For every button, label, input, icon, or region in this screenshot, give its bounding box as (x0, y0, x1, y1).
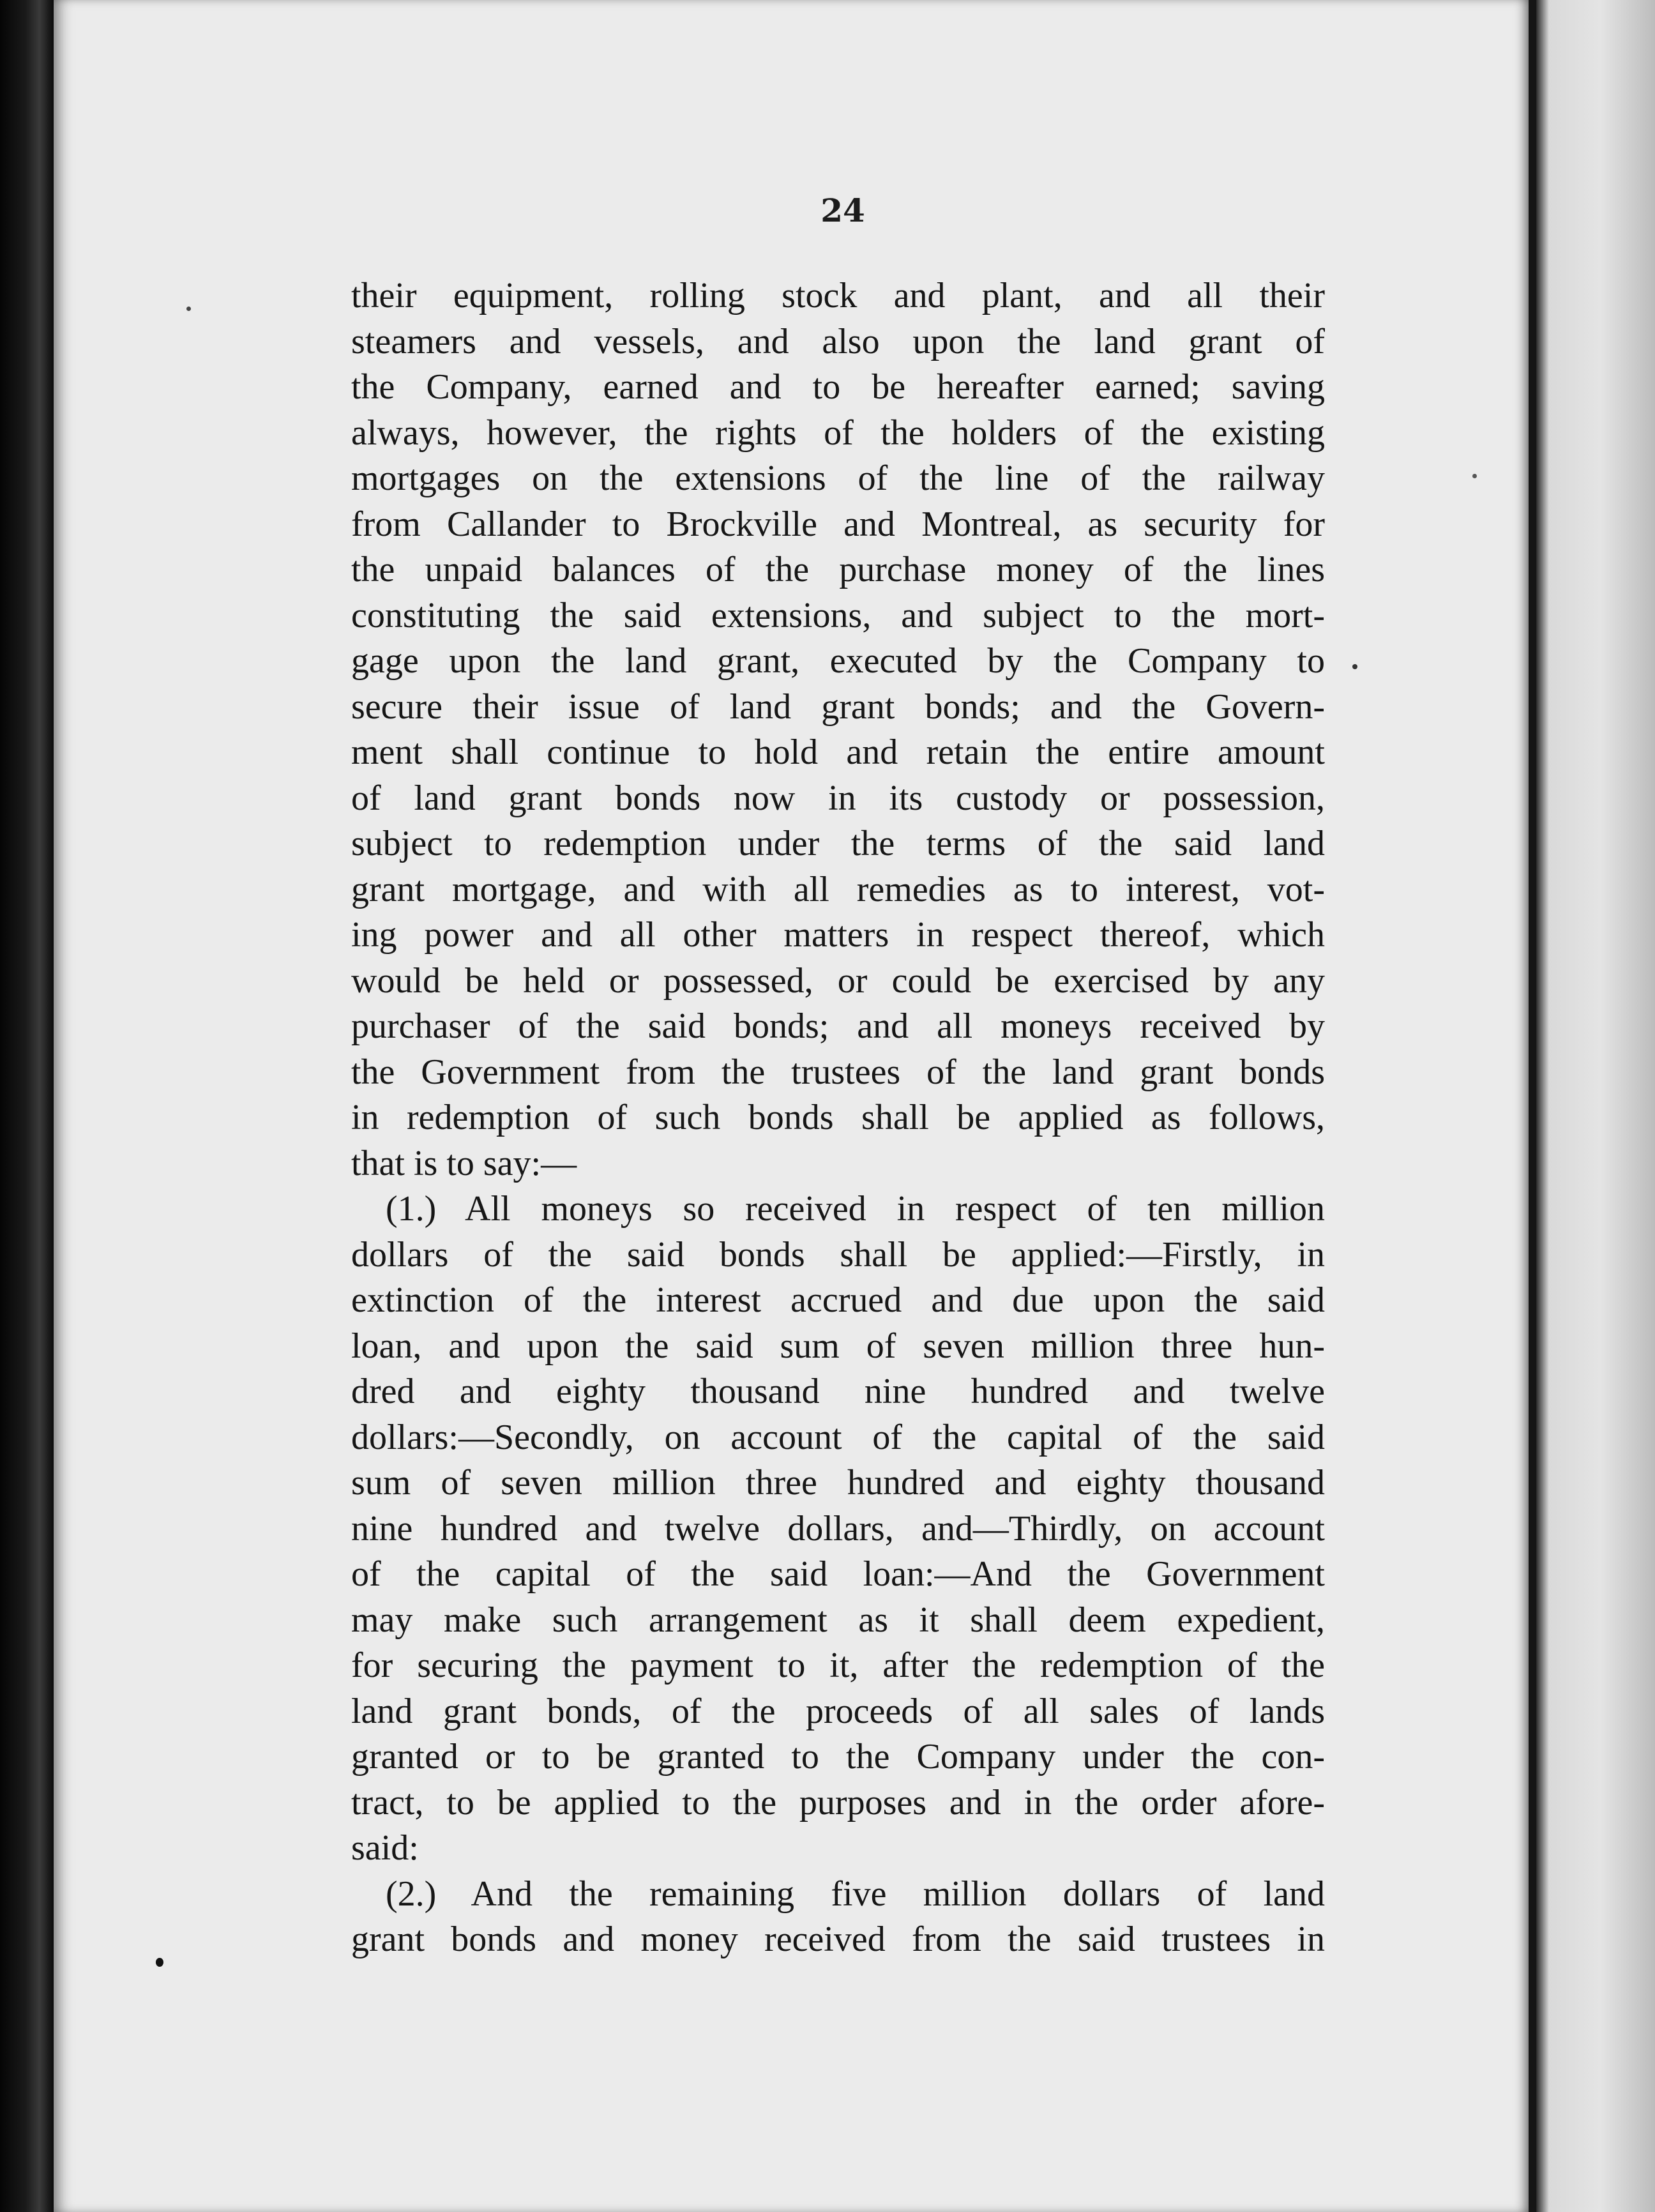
ink-speck (156, 1958, 163, 1967)
text-line: that is to say:— (351, 1143, 577, 1183)
text-line: steamers and vessels, and also upon the land grant of (351, 321, 1325, 361)
facing-page-edge (1536, 0, 1655, 2212)
text-line: subject to redemption under the terms of the said land (351, 824, 1325, 863)
left-scan-edge (0, 0, 54, 2212)
text-line: of the capital of the said loan:—And the Government (351, 1554, 1325, 1594)
text-line: the Government from the trustees of the land grant bonds (351, 1052, 1325, 1092)
text-line: in redemption of such bonds shall be applied as follows, (351, 1098, 1325, 1137)
text-line: would be held or possessed, or could be exercised by any (351, 960, 1325, 1001)
ink-speck (1472, 474, 1477, 478)
text-line: constituting the said extensions, and subject to the mort- (351, 595, 1325, 635)
text-line: mortgages on the extensions of the line of the railway (351, 458, 1325, 498)
text-line: granted or to be granted to the Company under the con- (351, 1737, 1325, 1776)
text-line: for securing the payment to it, after the redemption of the (351, 1646, 1325, 1685)
text-line: always, however, the rights of the holders of the existing (351, 413, 1325, 453)
ink-speck (186, 307, 191, 311)
text-line: the Company, earned and to be hereafter earned; saving (351, 367, 1325, 407)
text-line: secure their issue of land grant bonds; and the Govern- (351, 686, 1325, 727)
text-line: said: (351, 1828, 419, 1868)
text-line: dollars of the said bonds shall be applied:—Firstly, in (351, 1234, 1325, 1275)
text-line: dollars:—Secondly, on account of the capital of the said (351, 1417, 1325, 1457)
text-line: loan, and upon the said sum of seven million three hun- (351, 1326, 1325, 1366)
text-line: their equipment, rolling stock and plant, and all their (351, 276, 1325, 315)
text-line: dred and eighty thousand nine hundred and twelve (351, 1372, 1325, 1411)
page-number: 24 (820, 192, 865, 229)
text-line: grant mortgage, and with all remedies as to interest, vot- (351, 869, 1325, 909)
text-line: grant bonds and money received from the said trustees in (351, 1920, 1325, 1959)
text-line: extinction of the interest accrued and due upon the said (351, 1280, 1325, 1320)
text-line: land grant bonds, of the proceeds of all sales of lands (351, 1691, 1325, 1731)
binding-line (1529, 0, 1536, 2212)
text-line: tract, to be applied to the purposes and in the order afore- (351, 1782, 1325, 1822)
text-line: nine hundred and twelve dollars, and—Thirdly, on account (351, 1508, 1325, 1549)
text-line: from Callander to Brockville and Montreal, as security for (351, 504, 1325, 544)
text-line: ing power and all other matters in respect thereof, which (351, 915, 1325, 955)
text-line: (2.) And the remaining five million dollars of land (386, 1874, 1325, 1914)
text-line: ment shall continue to hold and retain the entire amount (351, 732, 1325, 772)
text-line: sum of seven million three hundred and eighty thousand (351, 1463, 1325, 1503)
text-line: (1.) All moneys so received in respect of ten million (386, 1189, 1325, 1229)
text-line: purchaser of the said bonds; and all moneys received by (351, 1006, 1325, 1046)
text-line: the unpaid balances of the purchase money of the lines (351, 550, 1325, 589)
body-text (351, 273, 1325, 1963)
text-line: of land grant bonds now in its custody or possession, (351, 778, 1325, 818)
text-line: gage upon the land grant, executed by the Company to (351, 641, 1325, 681)
text-line: may make such arrangement as it shall deem expedient, (351, 1600, 1325, 1640)
ink-speck (1352, 664, 1357, 669)
